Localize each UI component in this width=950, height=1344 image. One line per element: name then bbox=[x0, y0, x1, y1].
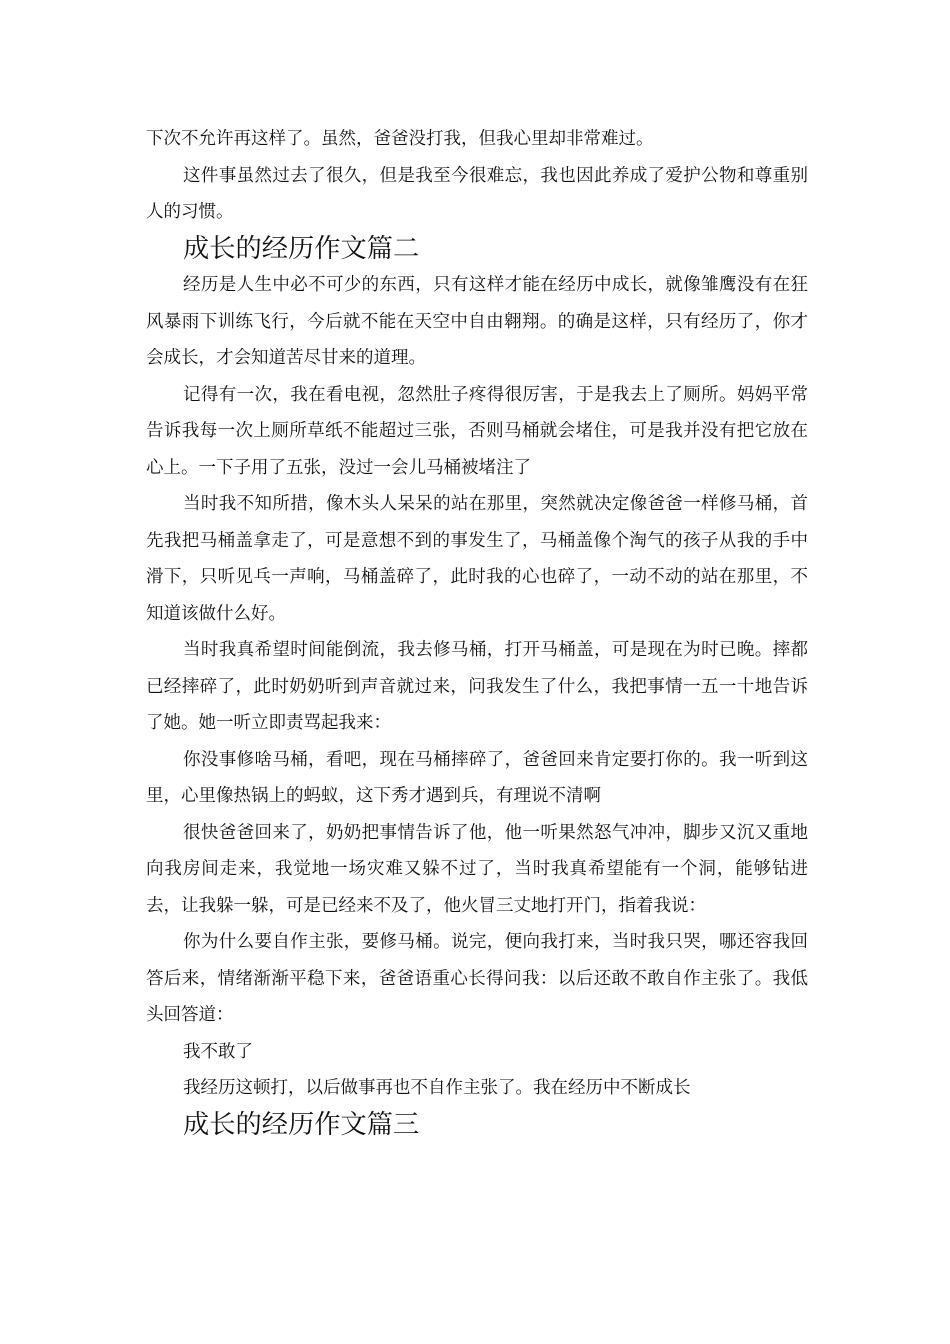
paragraph: 当时我真希望时间能倒流，我去修马桶，打开马桶盖，可是现在为时已晚。摔都已经摔碎了，此时奶奶听到声音就过来，问我发生了什么，我把事情一五一十地告诉了她。她一听立即责骂起我来： bbox=[146, 640, 808, 733]
section-heading: 成长的经历作文篇三 bbox=[183, 1109, 420, 1140]
paragraph: 记得有一次，我在看电视，忽然肚子疼得很厉害，于是我去上了厕所。妈妈平常告诉我每一次上厕所草纸不能超过三张，否则马桶就会堵住，可是我并没有把它放在心上。一下子用了五张，没过一会儿马桶被堵注了 bbox=[146, 384, 808, 478]
paragraph: 我不敢了 bbox=[183, 1041, 253, 1062]
paragraph: 我经历这顿打，以后做事再也不自作主张了。我在经历中不断成长 bbox=[183, 1078, 691, 1098]
section-heading: 成长的经历作文篇二 bbox=[183, 233, 420, 264]
paragraph: 这件事虽然过去了很久，但是我至今很难忘，我也因此养成了爱护公物和尊重别人的习惯。 bbox=[146, 165, 808, 222]
paragraph: 你没事修啥马桶，看吧，现在马桶摔碎了，爸爸回来肯定要打你的。我一听到这里，心里像热锅上的蚂蚁，这下秀才遇到兵，有理说不清啊 bbox=[146, 749, 808, 806]
paragraph: 很快爸爸回来了，奶奶把事情告诉了他，他一听果然怒气冲冲，脚步又沉又重地向我房间走来，我觉地一场灾难又躲不过了，当时我真希望能有一个洞，能够钻进去，让我躲一躲，可是已经来不及了，他火冒三丈地打开门，指着我说： bbox=[146, 822, 808, 916]
document-body bbox=[146, 121, 808, 1143]
paragraph: 当时我不知所措，像木头人呆呆的站在那里，突然就决定像爸爸一样修马桶，首先我把马桶盖拿走了，可是意想不到的事发生了，马桶盖像个淘气的孩子从我的手中滑下，只听见乓一声响，马桶盖碎了，此时我的心也碎了，一动不动的站在那里，不知道该做什么好。 bbox=[146, 494, 808, 624]
paragraph: 你为什么要自作主张，要修马桶。说完，便向我打来，当时我只哭，哪还容我回答后来，情绪渐渐平稳下来，爸爸语重心长得问我：以后还敢不敢自作主张了。我低头回答道： bbox=[146, 932, 808, 1025]
paragraph-continuation: 下次不允许再这样了。虽然，爸爸没打我，但我心里却非常难过。 bbox=[146, 129, 654, 149]
paragraph: 经历是人生中必不可少的东西，只有这样才能在经历中成长，就像雏鹰没有在狂风暴雨下训练飞行，今后就不能在天空中自由翱翔。的确是这样，只有经历了，你才会成长，才会知道苦尽甘来的道理。 bbox=[146, 275, 808, 368]
